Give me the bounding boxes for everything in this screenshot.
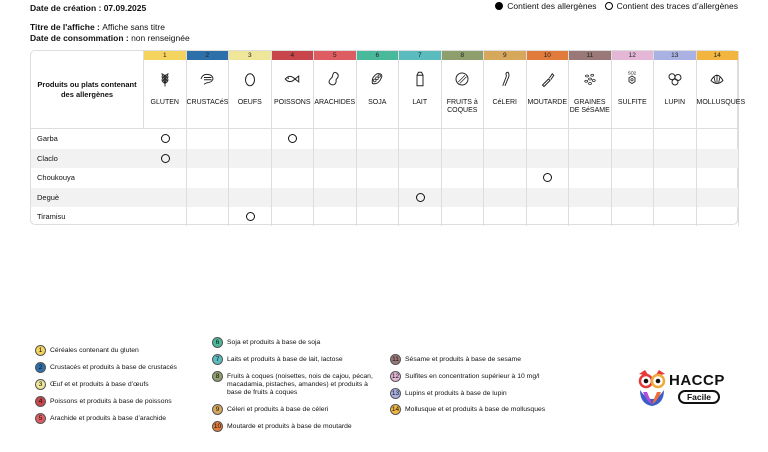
- legend-number: 13: [391, 390, 400, 397]
- products-header: Produits ou plats contenant des allergènes: [31, 51, 144, 128]
- legend-item-8: [212, 373, 382, 397]
- peanut-icon: [314, 60, 356, 98]
- allergen-name: LAIT: [412, 99, 428, 106]
- allergen-name: SOJA: [368, 99, 387, 106]
- legend-text: Soja et produits à base de soja: [227, 339, 321, 346]
- legend-item-4: [35, 398, 205, 407]
- allergen-name: CéLERI: [492, 99, 517, 106]
- legend-number: 14: [391, 406, 400, 413]
- egg-icon: [229, 60, 271, 98]
- allergen-number: 5: [314, 51, 356, 60]
- product-name: Tiramisu: [37, 212, 66, 221]
- allergen-number: 13: [654, 51, 696, 60]
- fish-icon: [272, 60, 314, 98]
- legend-number: 5: [35, 413, 46, 424]
- wheat-icon: [144, 60, 186, 98]
- legend-number: 9: [212, 404, 223, 415]
- consumption-date: Date de consommation : non renseignée: [30, 33, 190, 43]
- legend-item-1: [35, 347, 205, 356]
- marker-legend: Contient des allergènes Contient des traces d’allergènes: [495, 1, 738, 11]
- owl-icon: [637, 368, 667, 408]
- legend-text: Sulfites en concentration supérieur à 10 mg/l: [405, 373, 540, 380]
- allergen-table: [30, 50, 746, 225]
- allergen-number: 2: [187, 51, 229, 60]
- allergen-column-4: [272, 51, 315, 226]
- allergen-name: MOLLUSQUES: [696, 99, 746, 106]
- allergen-column-12: [612, 51, 655, 226]
- legend-text: Crustacés et produits à base de crustacés: [50, 364, 177, 371]
- legend-item-14: [390, 406, 565, 415]
- allergen-name: GLUTEN: [150, 99, 179, 106]
- allergen-column-1: [144, 51, 187, 226]
- mustard-icon: [527, 60, 569, 98]
- haccp-logo: HACCP Facile: [637, 368, 737, 410]
- legend-item-3: [35, 381, 205, 390]
- allergen-name: MOUTARDE: [527, 99, 568, 106]
- creation-date: Date de création : 07.09.2025: [30, 3, 147, 13]
- allergen-column-8: [442, 51, 485, 226]
- legend-text: Laits et produits à base de lait, lactose: [227, 356, 343, 363]
- hollow-dot-icon: [605, 2, 613, 10]
- legend-item-2: [35, 364, 205, 373]
- legend-item-10: [212, 423, 382, 432]
- allergen-number: 6: [357, 51, 399, 60]
- product-name: Claclo: [37, 153, 58, 163]
- legend-item-6: [212, 339, 382, 348]
- legend-text: Céréales contenant du gluten: [50, 347, 139, 354]
- legend-item-5: [35, 415, 205, 424]
- legend-number: 3: [35, 379, 46, 390]
- allergen-name: CRUSTACéS: [186, 99, 229, 106]
- allergen-number: 8: [442, 51, 484, 60]
- milk-icon: [399, 60, 441, 98]
- allergen-name: POISSONS: [273, 99, 311, 106]
- legend-text: Fruits à coques (noisettes, nois de cajou, pécan, macadamia, pistaches, amandes) et produits à base de fruits à coques: [227, 373, 373, 397]
- allergen-number: 3: [229, 51, 271, 60]
- legend-number: 1: [35, 345, 46, 356]
- allergen-column-9: [484, 51, 527, 226]
- legend-text: Sésame et produits à base de sesame: [405, 356, 521, 363]
- allergen-number: 10: [527, 51, 569, 60]
- legend-number: 6: [212, 337, 223, 348]
- legend-number: 8: [212, 371, 223, 382]
- so2-label: SO2: [628, 70, 637, 76]
- legend-item-12: [390, 373, 565, 382]
- allergen-column-6: [357, 51, 400, 226]
- allergen-number: 12: [612, 51, 654, 60]
- legend-item-13: [390, 390, 565, 399]
- legend-number: 11: [390, 354, 401, 365]
- poster-title: Titre de l'affiche : Affiche sans titre: [30, 22, 165, 32]
- allergen-number: 11: [569, 51, 611, 60]
- legend-text: Céleri et produits à base de céleri: [227, 406, 329, 413]
- product-name: Choukouya: [37, 173, 75, 182]
- allergen-name: LUPIN: [664, 99, 686, 106]
- allergen-name: OEUFS: [237, 99, 262, 106]
- shrimp-icon: [187, 60, 229, 98]
- product-name: Garba: [37, 134, 58, 143]
- legend-text: Poissons et produits à base de poissons: [50, 398, 172, 405]
- legend-item-9: [212, 406, 382, 415]
- legend-text: Lupins et produits à base de lupin: [405, 390, 507, 397]
- legend-number: 12: [391, 373, 400, 380]
- legend-text: Arachide et produits à base d’arachide: [50, 415, 166, 422]
- product-name: Deguè: [37, 192, 60, 202]
- celery-icon: [484, 60, 526, 98]
- allergen-column-11: [569, 51, 612, 226]
- so2-icon: [612, 60, 654, 98]
- legend-number: 2: [35, 362, 46, 373]
- nut-icon: [442, 60, 484, 98]
- legend-text: Œuf et et produits à base d’œufs: [50, 381, 149, 388]
- shell-icon: [697, 60, 739, 98]
- legend-number: 10: [213, 423, 222, 430]
- soy-icon: [357, 60, 399, 98]
- allergen-column-2: [187, 51, 230, 226]
- allergen-number: 1: [144, 51, 186, 60]
- allergen-column-13: [654, 51, 697, 226]
- allergen-column-5: [314, 51, 357, 226]
- allergen-name: ARACHIDES: [314, 99, 356, 106]
- allergen-number: 14: [697, 51, 739, 60]
- allergen-name: FRUITS à COQUES: [446, 99, 478, 115]
- allergen-column-3: [229, 51, 272, 226]
- sesame-icon: [569, 60, 611, 98]
- header-divider: [31, 128, 739, 129]
- legend-text: Mollusque et et produits à base de mollusques: [405, 406, 546, 413]
- legend-item-7: [212, 356, 382, 365]
- allergen-number: 7: [399, 51, 441, 60]
- allergen-column-10: [527, 51, 570, 226]
- legend-number: 4: [35, 396, 46, 407]
- allergen-column-14: [696, 51, 746, 226]
- lupin-icon: [654, 60, 696, 98]
- legend-item-11: [390, 356, 565, 365]
- legend-number: 7: [212, 354, 223, 365]
- allergen-column-7: [399, 51, 442, 226]
- filled-dot-icon: [495, 2, 503, 10]
- allergen-name: SULFITE: [617, 99, 647, 106]
- allergen-number: 9: [484, 51, 526, 60]
- allergen-number: 4: [272, 51, 314, 60]
- allergen-name: GRAINES DE SéSAME: [569, 99, 610, 115]
- legend-text: Moutarde et produits à base de moutarde: [227, 423, 352, 430]
